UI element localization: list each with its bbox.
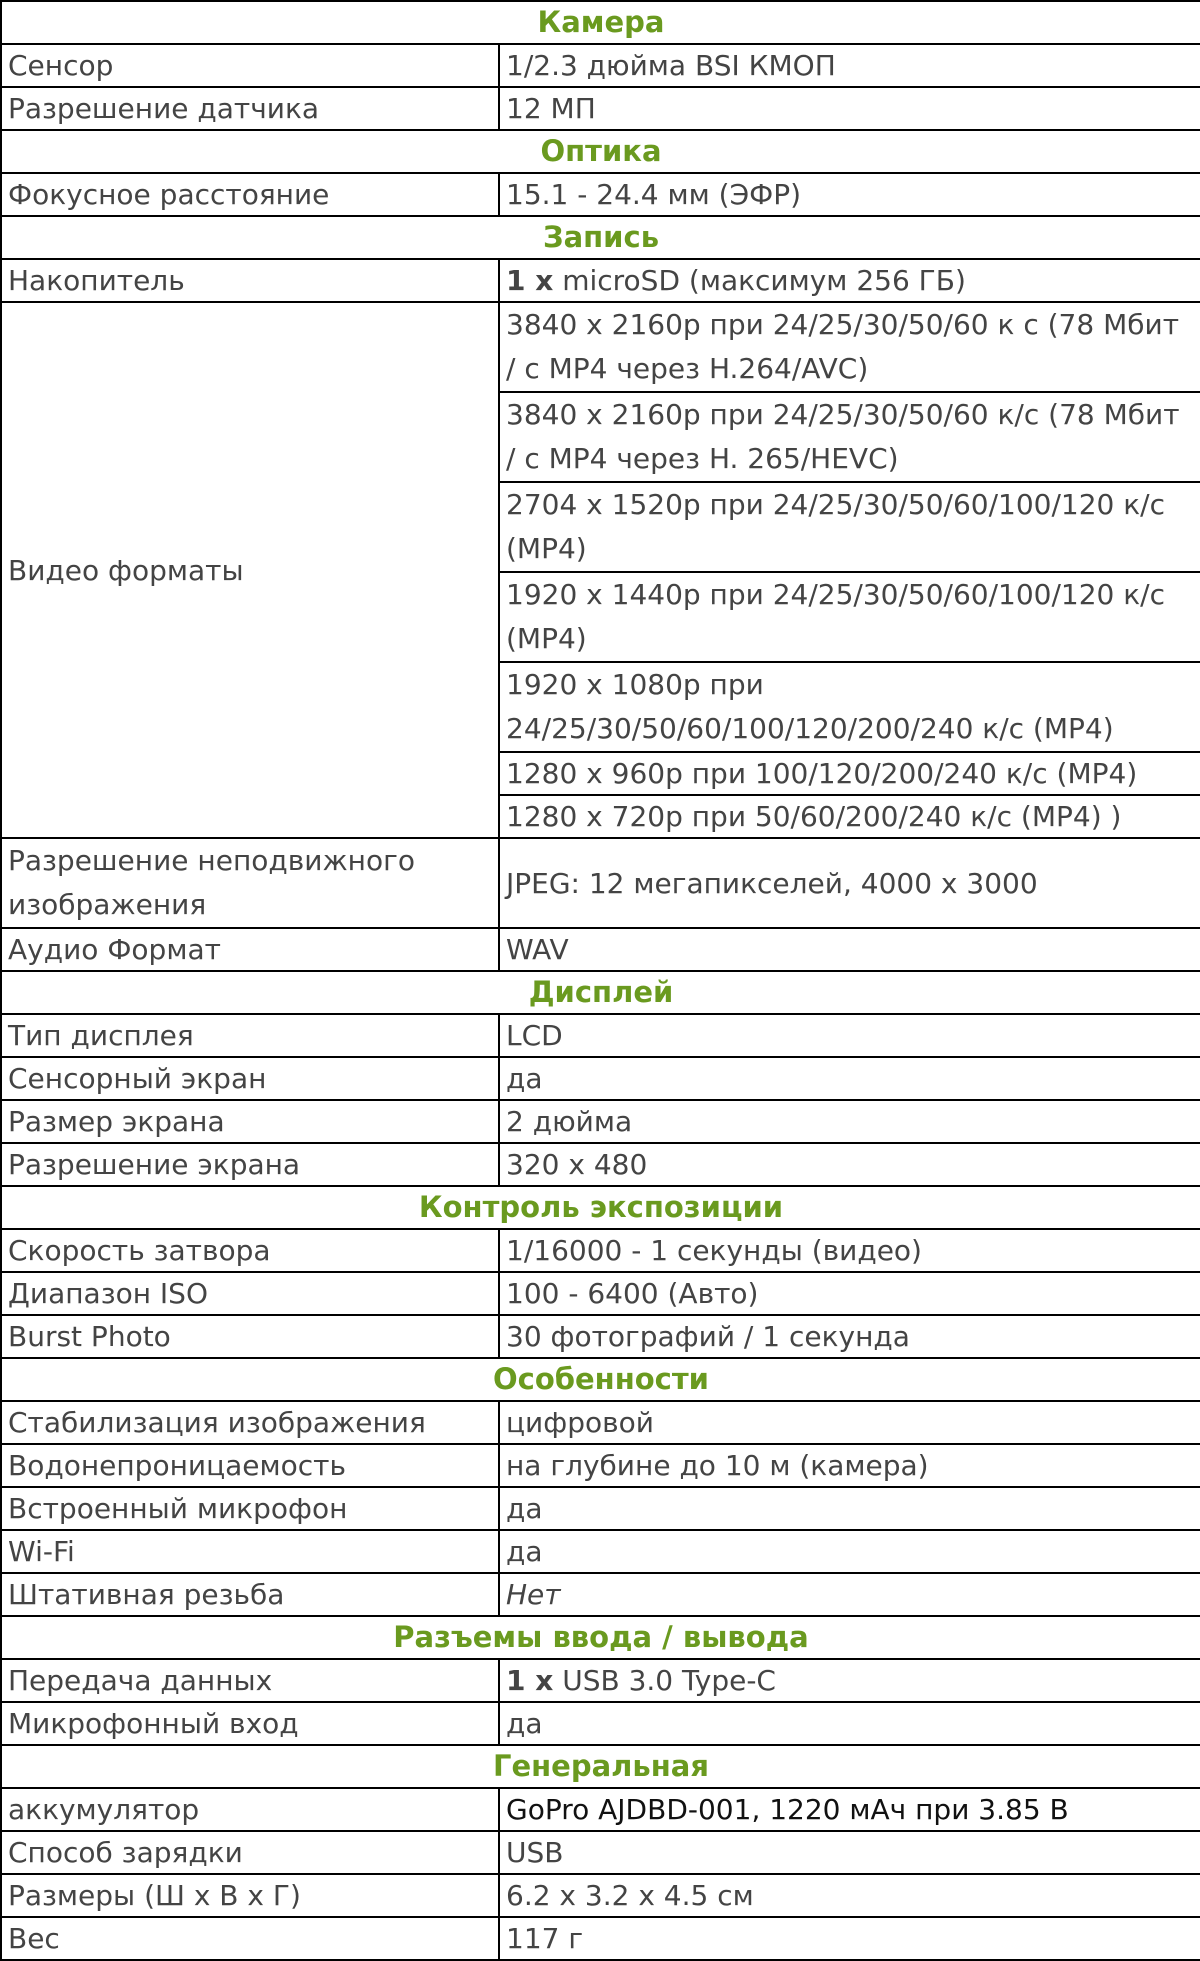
section-row [1, 971, 1200, 1014]
section-row [1, 1, 1200, 44]
spec-value: 100 - 6400 (Авто) [499, 1272, 1200, 1315]
spec-label: Аудио Формат [1, 928, 499, 971]
spec-label: Скорость затвора [1, 1229, 499, 1272]
spec-label: Разрешение экрана [1, 1143, 499, 1186]
table-row [1, 1229, 1200, 1272]
spec-value: да [499, 1487, 1200, 1530]
spec-label: Водонепроницаемость [1, 1444, 499, 1487]
quantity-text: 1 x [506, 1664, 554, 1697]
spec-value: 320 x 480 [499, 1143, 1200, 1186]
section-heading-exposure: Контроль экспозиции [1, 1186, 1200, 1229]
spec-value: 30 фотографий / 1 секунда [499, 1315, 1200, 1358]
table-row [1, 1272, 1200, 1315]
table-row [1, 1573, 1200, 1616]
table-row [1, 1659, 1200, 1702]
video-format: 1280 x 960p при 100/120/200/240 к/с (MP4) [499, 752, 1200, 795]
spec-label: Сенсор [1, 44, 499, 87]
table-row [1, 1401, 1200, 1444]
spec-label: Разрешение неподвижного изображения [1, 838, 499, 928]
spec-value: Нет [499, 1573, 1200, 1616]
spec-value: 1/16000 - 1 секунды (видео) [499, 1229, 1200, 1272]
table-row [1, 1831, 1200, 1874]
spec-value: 6.2 x 3.2 x 4.5 см [499, 1874, 1200, 1917]
data-transfer-text: USB 3.0 Type-C [553, 1664, 776, 1697]
spec-label: Микрофонный вход [1, 1702, 499, 1745]
spec-value: да [499, 1057, 1200, 1100]
spec-label: Диапазон ISO [1, 1272, 499, 1315]
table-row [1, 1444, 1200, 1487]
spec-label: Разрешение датчика [1, 87, 499, 130]
spec-value: GoPro AJDBD-001, 1220 мАч при 3.85 В [499, 1788, 1200, 1831]
table-row [1, 87, 1200, 130]
spec-label: Накопитель [1, 259, 499, 302]
spec-value: 2 дюйма [499, 1100, 1200, 1143]
spec-label: Способ зарядки [1, 1831, 499, 1874]
video-format: 3840 x 2160p при 24/25/30/50/60 к/с (78 Мбит / с MP4 через H. 265/HEVC) [499, 392, 1200, 482]
spec-label: Wi-Fi [1, 1530, 499, 1573]
section-heading-features: Особенности [1, 1358, 1200, 1401]
video-format: 1920 x 1080p при 24/25/30/50/60/100/120/200/240 к/с (MP4) [499, 662, 1200, 752]
table-row [1, 1788, 1200, 1831]
spec-label: Вес [1, 1917, 499, 1960]
spec-label: Burst Photo [1, 1315, 499, 1358]
spec-label: Тип дисплея [1, 1014, 499, 1057]
spec-value: USB [499, 1831, 1200, 1874]
spec-value: на глубине до 10 м (камера) [499, 1444, 1200, 1487]
section-heading-display: Дисплей [1, 971, 1200, 1014]
table-row [1, 1014, 1200, 1057]
spec-value: да [499, 1530, 1200, 1573]
table-row [1, 1530, 1200, 1573]
spec-label: Встроенный микрофон [1, 1487, 499, 1530]
spec-label: Фокусное расстояние [1, 173, 499, 216]
section-row [1, 130, 1200, 173]
table-row [1, 44, 1200, 87]
video-format: 1280 x 720p при 50/60/200/240 к/с (MP4) ) [499, 795, 1200, 838]
video-format: 2704 x 1520p при 24/25/30/50/60/100/120 к/с (MP4) [499, 482, 1200, 572]
table-row [1, 1057, 1200, 1100]
section-row [1, 1358, 1200, 1401]
section-heading-io: Разъемы ввода / вывода [1, 1616, 1200, 1659]
spec-value [499, 259, 1200, 302]
table-row [1, 1143, 1200, 1186]
spec-value: цифровой [499, 1401, 1200, 1444]
spec-value: да [499, 1702, 1200, 1745]
table-row [1, 1917, 1200, 1960]
table-row [1, 1100, 1200, 1143]
spec-value [499, 1659, 1200, 1702]
spec-label: Размер экрана [1, 1100, 499, 1143]
section-row [1, 1745, 1200, 1788]
spec-label: Размеры (Ш x В x Г) [1, 1874, 499, 1917]
section-row [1, 1186, 1200, 1229]
table-row [1, 838, 1200, 928]
section-heading-optics: Оптика [1, 130, 1200, 173]
table-row [1, 173, 1200, 216]
spec-value: JPEG: 12 мегапикселей, 4000 x 3000 [499, 838, 1200, 928]
spec-value: 1/2.3 дюйма BSI КМОП [499, 44, 1200, 87]
spec-label: Сенсорный экран [1, 1057, 499, 1100]
storage-text: microSD (максимум 256 ГБ) [553, 264, 966, 297]
spec-value: 12 МП [499, 87, 1200, 130]
spec-label: Стабилизация изображения [1, 1401, 499, 1444]
spec-value: 15.1 - 24.4 мм (ЭФР) [499, 173, 1200, 216]
section-heading-recording: Запись [1, 216, 1200, 259]
section-row [1, 216, 1200, 259]
spec-label-video-formats: Видео форматы [1, 302, 499, 838]
table-row [1, 1874, 1200, 1917]
spec-value: 117 г [499, 1917, 1200, 1960]
spec-label: Передача данных [1, 1659, 499, 1702]
quantity-text: 1 x [506, 264, 554, 297]
section-heading-camera: Камера [1, 1, 1200, 44]
table-row [1, 928, 1200, 971]
spec-value: WAV [499, 928, 1200, 971]
table-row [1, 1487, 1200, 1530]
table-row [1, 1315, 1200, 1358]
section-row [1, 1616, 1200, 1659]
spec-value: LCD [499, 1014, 1200, 1057]
table-row [1, 1702, 1200, 1745]
section-heading-general: Генеральная [1, 1745, 1200, 1788]
video-format: 3840 x 2160p при 24/25/30/50/60 к с (78 Мбит / с MP4 через H.264/AVC) [499, 302, 1200, 392]
table-row [1, 302, 1200, 392]
spec-label: Штативная резьба [1, 1573, 499, 1616]
table-row [1, 259, 1200, 302]
spec-label: аккумулятор [1, 1788, 499, 1831]
video-format: 1920 x 1440p при 24/25/30/50/60/100/120 к/с (MP4) [499, 572, 1200, 662]
